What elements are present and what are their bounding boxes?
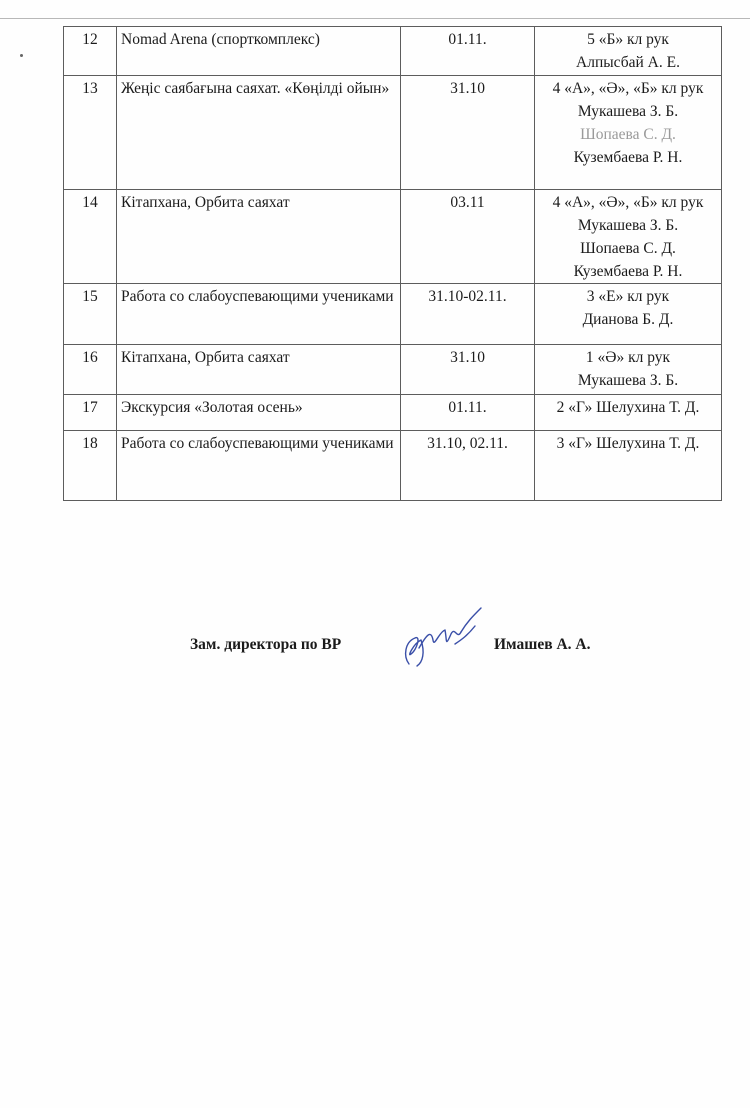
event-name: Жеңіс саябағына саяхат. «Көңілді ойын» xyxy=(117,76,401,190)
signature-block xyxy=(190,604,630,674)
event-name: Работа со слабоуспевающими учениками xyxy=(117,284,401,345)
responsible-line: Кузембаева Р. Н. xyxy=(573,263,683,280)
event-name: Экскурсия «Золотая осень» xyxy=(117,395,401,431)
responsible-line: Мукашева З. Б. xyxy=(577,103,679,120)
event-date: 01.11. xyxy=(401,395,535,431)
table-row xyxy=(64,431,722,501)
responsible-line: 1 «Ә» кл рук xyxy=(585,349,671,366)
responsible-cell xyxy=(535,284,722,345)
row-number: 12 xyxy=(64,27,117,76)
margin-dot xyxy=(20,54,23,57)
event-date: 31.10 xyxy=(401,76,535,190)
table-row xyxy=(64,345,722,395)
table-row xyxy=(64,284,722,345)
responsible-line: Дианова Б. Д. xyxy=(582,311,674,328)
signer-name: Имашев А. А. xyxy=(494,636,591,653)
responsible-line: 3 «Г» Шелухина Т. Д. xyxy=(556,435,700,452)
responsible-cell xyxy=(535,431,722,501)
responsible-line: 4 «А», «Ә», «Б» кл рук xyxy=(552,194,704,211)
event-date: 01.11. xyxy=(401,27,535,76)
responsible-cell xyxy=(535,345,722,395)
event-date: 31.10-02.11. xyxy=(401,284,535,345)
event-name: Работа со слабоуспевающими учениками xyxy=(117,431,401,501)
event-date: 03.11 xyxy=(401,190,535,284)
row-number: 17 xyxy=(64,395,117,431)
responsible-cell xyxy=(535,190,722,284)
responsible-line: Кузембаева Р. Н. xyxy=(573,149,683,166)
responsible-cell xyxy=(535,27,722,76)
responsible-line: Шопаева С. Д. xyxy=(580,240,676,257)
table-row xyxy=(64,27,722,76)
row-number: 13 xyxy=(64,76,117,190)
row-number: 16 xyxy=(64,345,117,395)
page-top-edge xyxy=(0,18,750,19)
table-row xyxy=(64,190,722,284)
table-row xyxy=(64,395,722,431)
responsible-line: 3 «Е» кл рук xyxy=(586,288,670,305)
responsible-cell xyxy=(535,395,722,431)
row-number: 14 xyxy=(64,190,117,284)
responsible-line: Алпысбай А. Е. xyxy=(576,54,680,71)
row-number: 15 xyxy=(64,284,117,345)
responsible-line: 4 «А», «Ә», «Б» кл рук xyxy=(552,80,704,97)
responsible-line: 5 «Б» кл рук xyxy=(587,31,669,48)
signer-position: Зам. директора по ВР xyxy=(190,636,342,653)
table-row xyxy=(64,76,722,190)
event-name: Nomad Arena (спорткомплекс) xyxy=(117,27,401,76)
events-table xyxy=(63,26,722,501)
event-date: 31.10 xyxy=(401,345,535,395)
responsible-cell xyxy=(535,76,722,190)
event-name: Кітапхана, Орбита саяхат xyxy=(117,345,401,395)
row-number: 18 xyxy=(64,431,117,501)
responsible-line: Шопаева С. Д. xyxy=(580,126,676,143)
handwritten-signature xyxy=(395,604,487,672)
responsible-line: 2 «Г» Шелухина Т. Д. xyxy=(556,399,700,416)
responsible-line: Мукашева З. Б. xyxy=(577,217,679,234)
event-name: Кітапхана, Орбита саяхат xyxy=(117,190,401,284)
responsible-line: Мукашева З. Б. xyxy=(577,372,679,389)
events-table-body xyxy=(64,27,722,501)
event-date: 31.10, 02.11. xyxy=(401,431,535,501)
